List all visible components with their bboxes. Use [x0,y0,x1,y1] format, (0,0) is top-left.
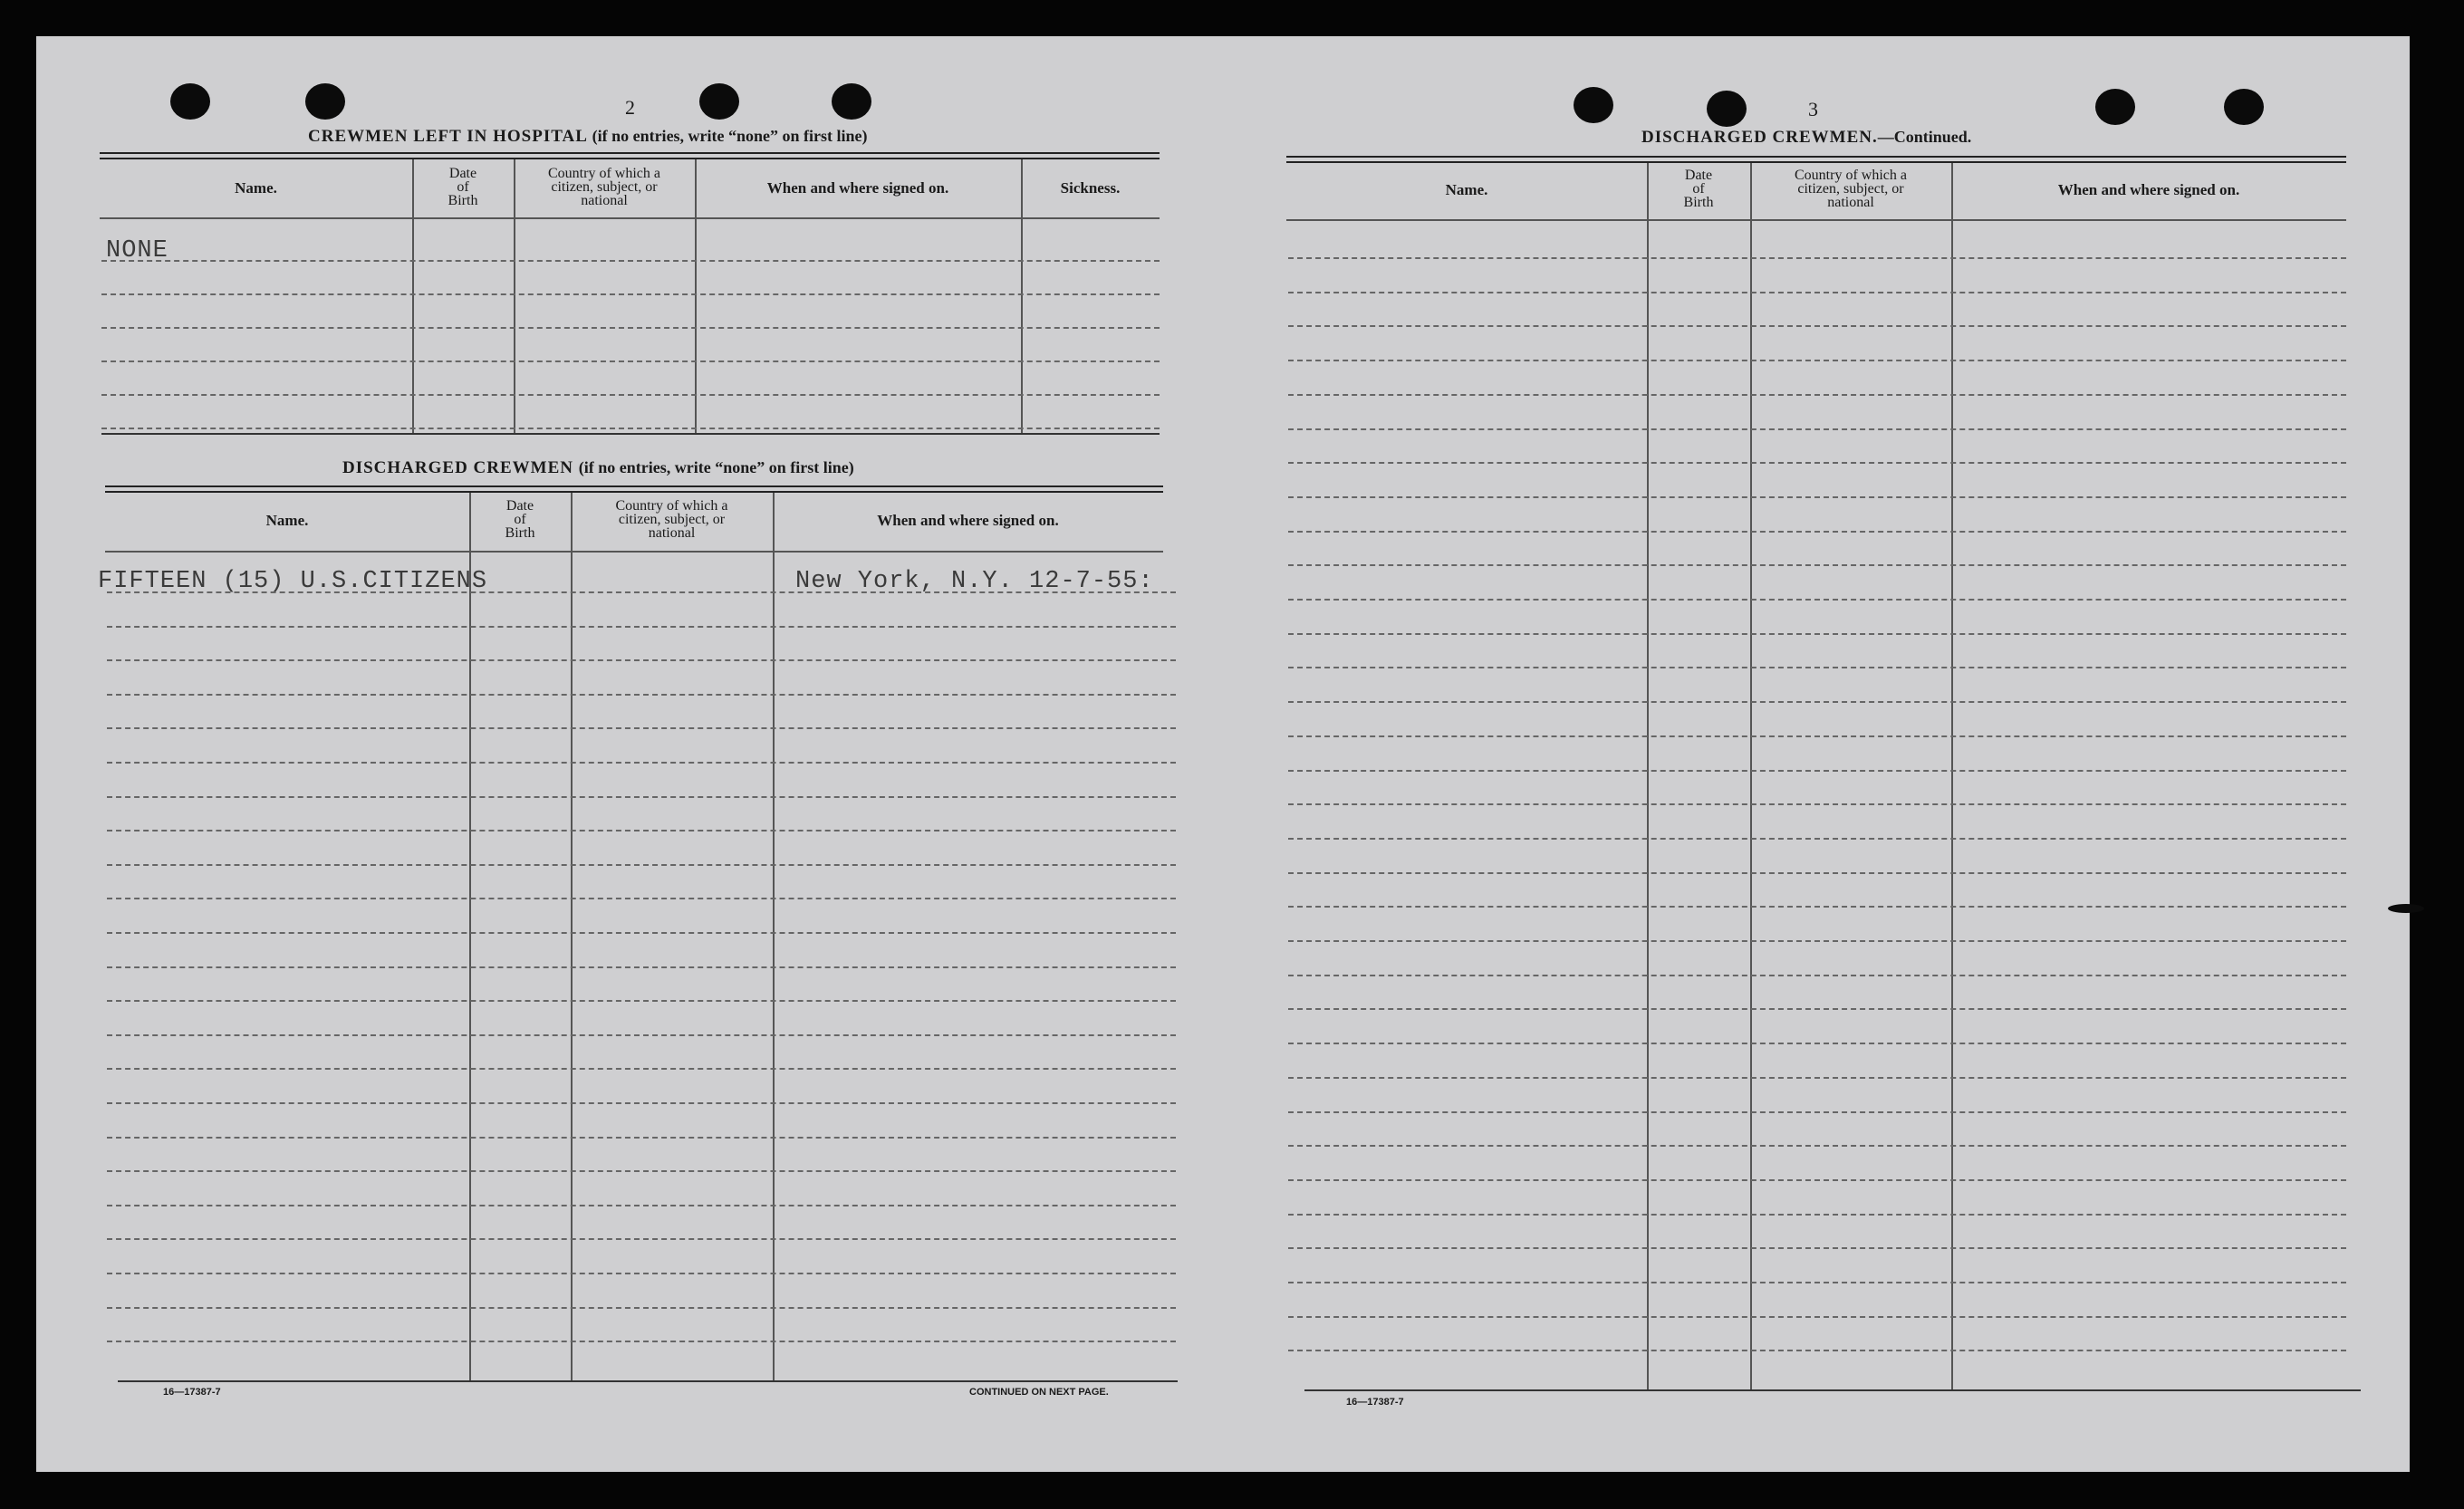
header-rule [100,217,1160,219]
ink-mark [2388,904,2424,913]
entry-line [1288,906,2346,908]
entry-line [107,591,1176,593]
entry-line [1288,462,2346,464]
entry-line [101,327,1160,329]
right-col-signed: When and where signed on. [2057,181,2240,198]
form-number-right: 16—17387-7 [1346,1397,1404,1408]
entry-line [1288,667,2346,668]
hospital-entry: NONE [106,237,168,264]
column-divider [1647,163,1649,1389]
discharged-top-rule [105,485,1163,493]
entry-line [107,1034,1176,1036]
entry-line [1288,1282,2346,1283]
entry-line [101,360,1160,362]
entry-line [107,727,1176,729]
entry-line [1288,1077,2346,1079]
entry-line [107,966,1176,968]
entry-line [1288,599,2346,601]
entry-line [107,1205,1176,1206]
discharged-col-signed: When and where signed on. [877,512,1059,529]
entry-line [1288,1008,2346,1010]
entry-line [107,1000,1176,1002]
column-divider [1750,163,1752,1389]
punch-hole [832,83,871,120]
entry-line [107,1341,1176,1342]
entry-line [1288,531,2346,533]
page-number-left: 2 [625,96,635,119]
hospital-col-name: Name. [235,179,277,197]
form-number-left: 16—17387-7 [163,1387,221,1398]
hospital-col-sickness: Sickness. [1060,179,1121,197]
entry-line [107,1238,1176,1240]
entry-line [1288,701,2346,703]
entry-line [1288,428,2346,430]
discharged-entry-name: FIFTEEN (15) U.S.CITIZENS [98,568,488,595]
entry-line [107,1273,1176,1274]
entry-line [101,293,1160,295]
entry-line [1288,394,2346,396]
entry-line [1288,325,2346,327]
punch-hole [1574,87,1613,123]
entry-line [1288,360,2346,361]
entry-line [107,932,1176,934]
entry-line [1288,1179,2346,1181]
punch-hole [699,83,739,120]
discharged-bottom-rule [118,1380,1178,1382]
entry-line [107,1102,1176,1104]
entry-line [107,898,1176,899]
discharged-col-dob: Date of Birth [505,498,535,541]
entry-line [1288,257,2346,259]
hospital-section-title: CREWMEN LEFT IN HOSPITAL (if no entries, write “none” on first line) [308,127,868,146]
continued-note: CONTINUED ON NEXT PAGE. [969,1387,1109,1398]
entry-line [107,626,1176,628]
right-bottom-rule [1304,1389,2361,1391]
discharged-col-name: Name. [265,512,309,529]
hospital-col-dob: Date of Birth [448,166,478,208]
entry-line [1288,1350,2346,1351]
entry-line [1288,770,2346,772]
hospital-col-signed: When and where signed on. [766,179,949,197]
right-top-rule [1286,156,2346,163]
entry-line [1288,292,2346,293]
entry-line [101,394,1160,396]
right-col-country: Country of which a citizen, subject, or national [1795,168,1907,210]
entry-line [101,428,1160,429]
entry-line [107,1068,1176,1070]
punch-hole [170,83,210,120]
entry-line [107,1170,1176,1172]
entry-line [1288,564,2346,566]
header-rule [105,551,1163,553]
entry-line [1288,872,2346,874]
column-divider [695,159,697,433]
right-col-name: Name. [1445,181,1488,198]
entry-line [1288,1145,2346,1147]
entry-line [1288,940,2346,942]
entry-line [107,864,1176,866]
entry-line [1288,975,2346,976]
right-section-title: DISCHARGED CREWMEN.—Continued. [1641,128,1972,147]
punch-hole [305,83,345,120]
entry-line [1288,496,2346,498]
entry-line [1288,838,2346,840]
entry-line [107,762,1176,764]
hospital-bottom-rule [101,433,1160,435]
discharged-entry-signed: New York, N.Y. 12-7-55: [795,568,1154,595]
column-divider [1951,163,1953,1389]
entry-line [1288,1247,2346,1249]
entry-line [107,694,1176,696]
entry-line [101,260,1160,262]
entry-line [1288,1214,2346,1216]
entry-line [107,1307,1176,1309]
header-rule [1286,219,2346,221]
entry-line [1288,735,2346,737]
punch-hole [2224,89,2264,125]
entry-line [1288,1043,2346,1044]
entry-line [1288,633,2346,635]
entry-line [107,830,1176,831]
hospital-top-rule [100,152,1160,159]
right-col-dob: Date of Birth [1683,168,1714,210]
entry-line [107,796,1176,798]
document-sheet [36,36,2410,1472]
column-divider [1021,159,1023,433]
discharged-section-title: DISCHARGED CREWMEN (if no entries, write “none” on first line) [342,458,854,477]
entry-line [1288,1316,2346,1318]
punch-hole [2095,89,2135,125]
discharged-col-country: Country of which a citizen, subject, or national [615,498,728,541]
entry-line [107,1137,1176,1139]
hospital-col-country: Country of which a citizen, subject, or national [548,166,660,208]
entry-line [1288,1111,2346,1113]
punch-hole [1707,91,1747,127]
entry-line [1288,803,2346,805]
page-number-right: 3 [1808,98,1818,120]
entry-line [107,659,1176,661]
